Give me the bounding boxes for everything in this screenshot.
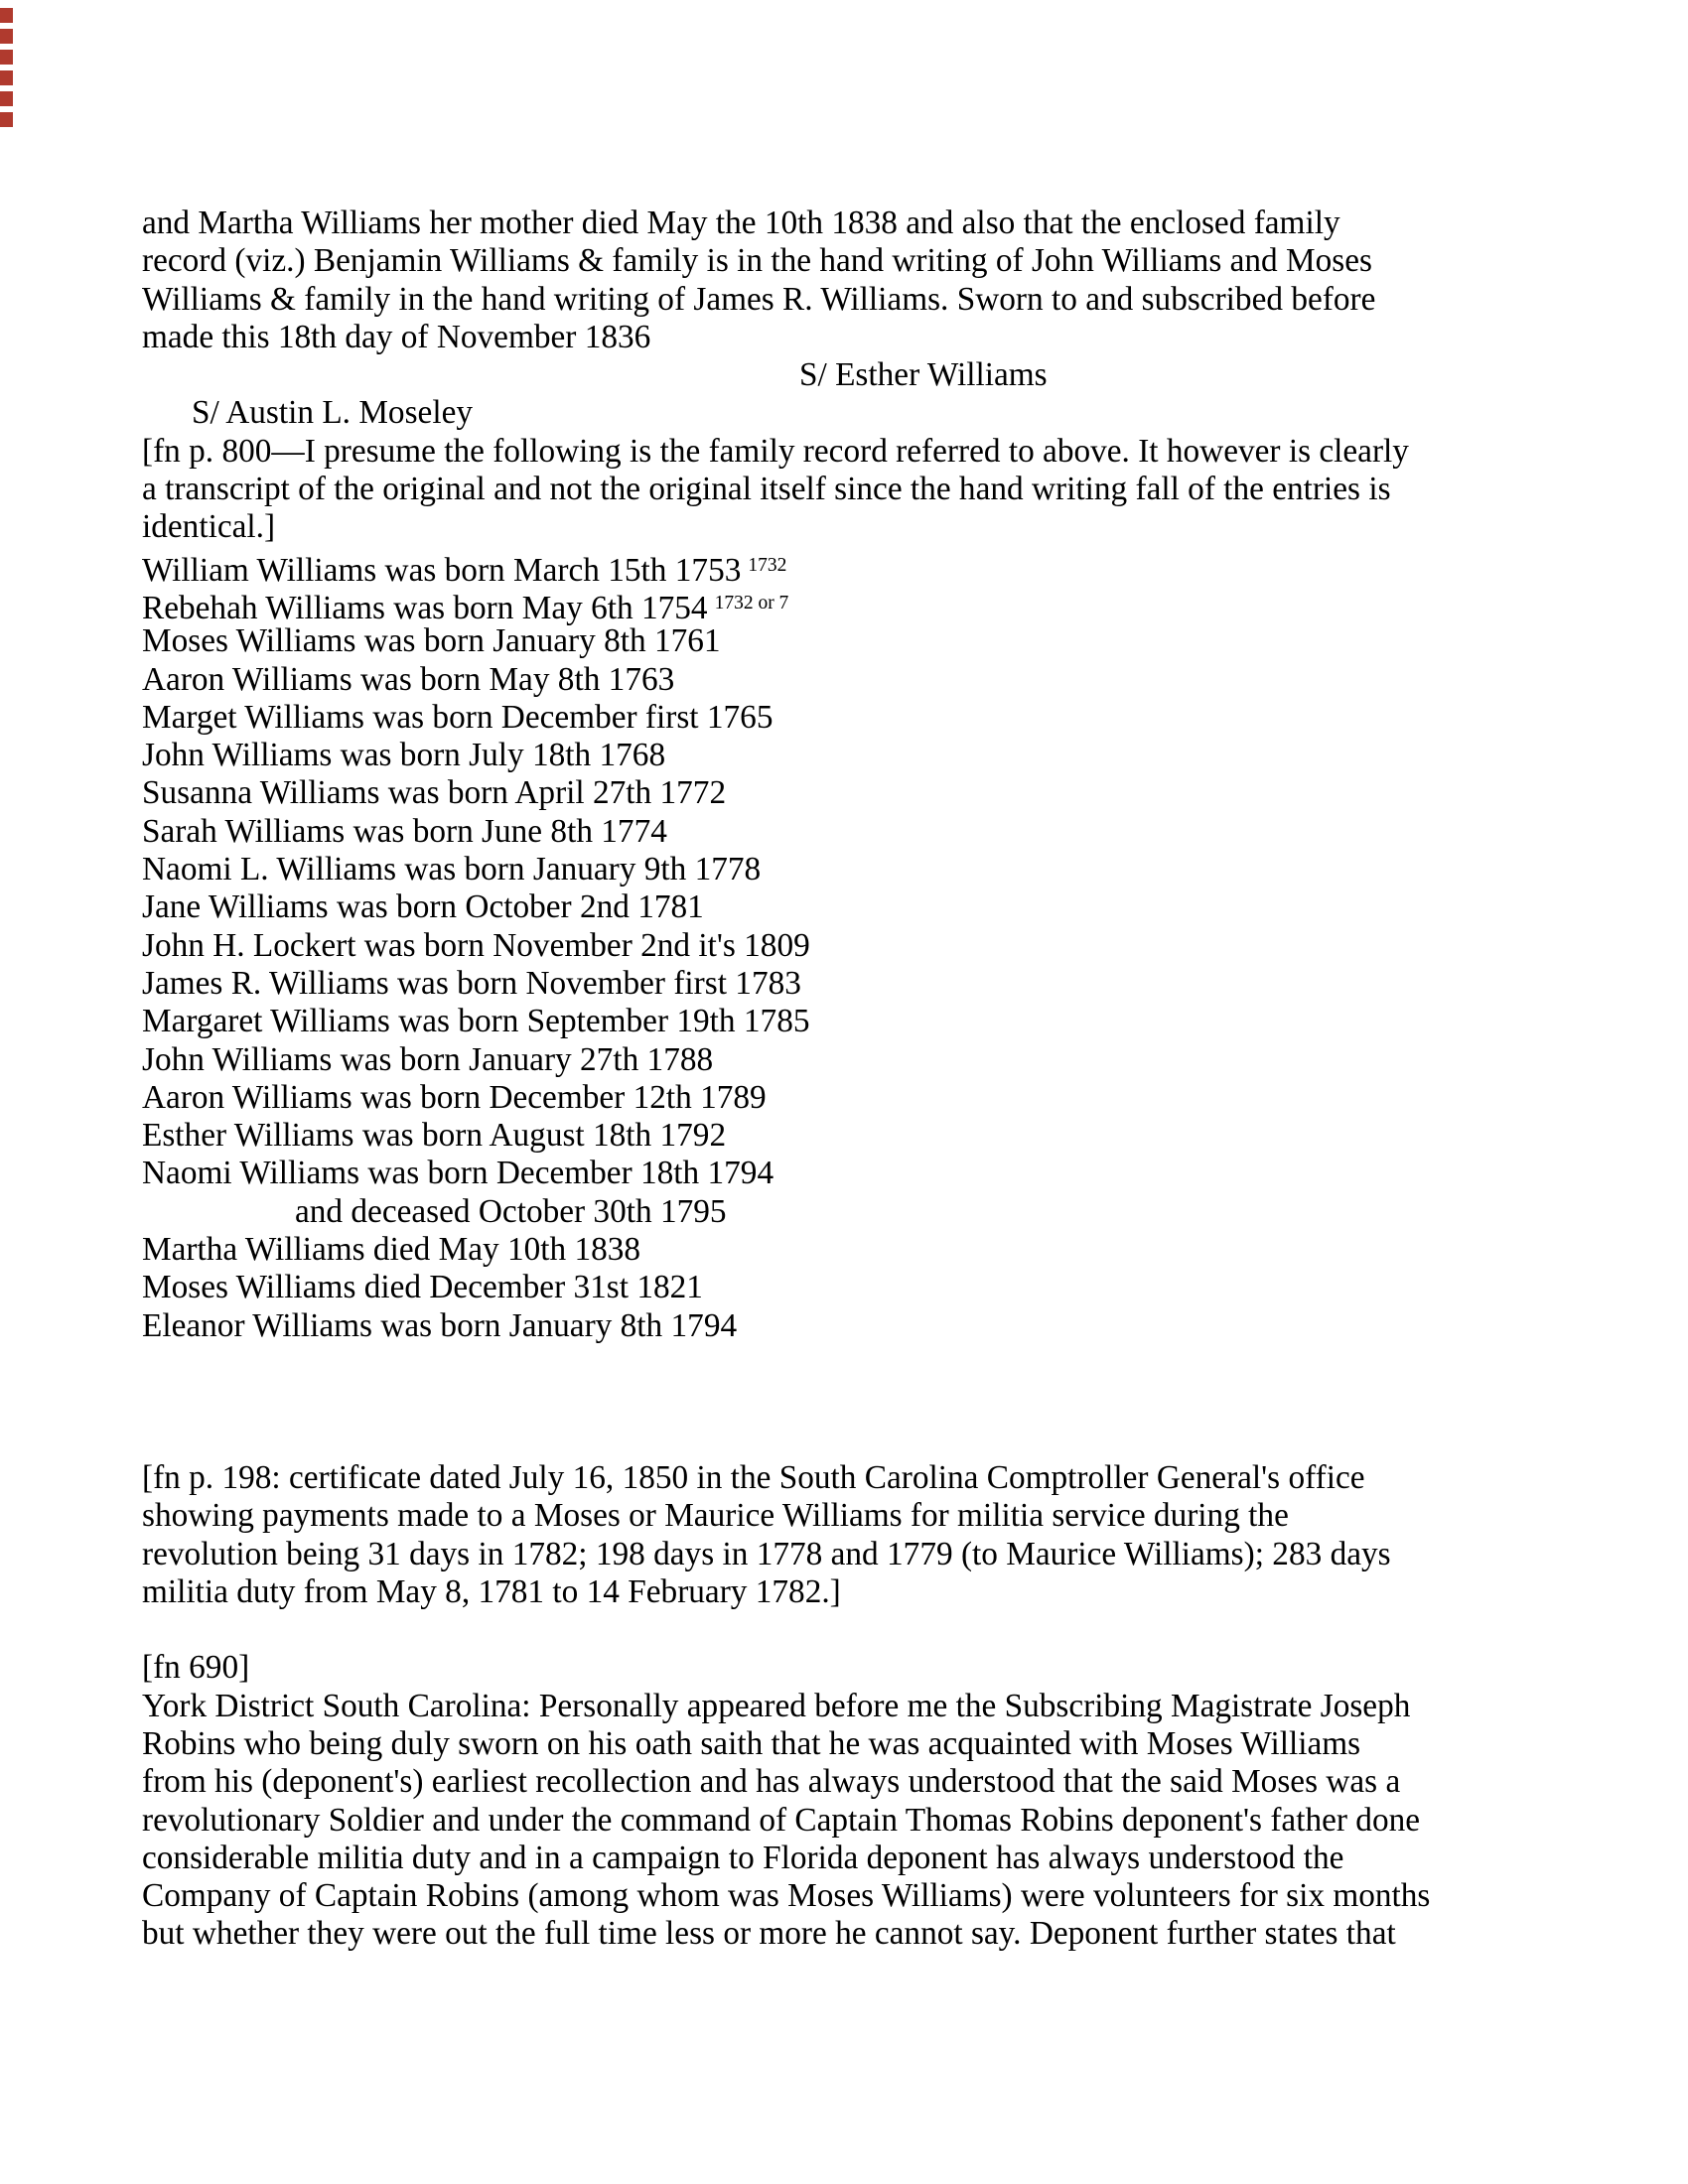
family-record-text: James R. Williams was born November first 1783 <box>142 964 801 1002</box>
family-record-entry <box>142 888 1562 926</box>
scan-artifact-mark <box>0 50 13 65</box>
family-record-entry <box>142 1269 1562 1306</box>
family-record-text: Aaron Williams was born December 12th 1789 <box>142 1078 767 1116</box>
scan-artifact-mark <box>0 29 13 44</box>
family-record-text: John Williams was born July 18th 1768 <box>142 737 666 774</box>
family-record-text: Moses Williams was born January 8th 1761 <box>142 622 721 660</box>
superscript-annotation: 1732 or 7 <box>714 592 789 614</box>
text-line: revolutionary Soldier and under the command of Captain Thomas Robins deponent's father done <box>142 1801 1421 1839</box>
text-line: identical.] <box>142 508 276 546</box>
family-record-entry <box>142 585 1562 626</box>
text-line: York District South Carolina: Personally appeared before me the Subscribing Magistrate Joseph <box>142 1687 1411 1724</box>
text-line: record (viz.) Benjamin Williams & family is in the hand writing of John Williams and Moses <box>142 242 1372 280</box>
family-record-entry <box>142 1117 1562 1155</box>
family-record-entry <box>142 965 1562 1003</box>
family-record-text: John Williams was born January 27th 1788 <box>142 1040 714 1078</box>
family-record-entry <box>142 1155 1562 1192</box>
superscript-annotation: 1732 <box>748 554 787 576</box>
family-record-entry <box>142 1307 1562 1345</box>
text-line: but whether they were out the full time less or more he cannot say. Deponent further states that <box>142 1915 1396 1953</box>
family-record-text: Susanna Williams was born April 27th 1772 <box>142 774 727 812</box>
family-record-list <box>142 547 1562 1345</box>
family-record-entry <box>142 1079 1562 1117</box>
affidavit-paragraph <box>142 205 1562 356</box>
family-record-text: Naomi L. Williams was born January 9th 1778 <box>142 851 762 888</box>
text-line: [fn p. 198: certificate dated July 16, 1850 in the South Carolina Comptroller General's office <box>142 1458 1365 1496</box>
family-record-text: Rebehah Williams was born May 6th 1754 <box>142 589 708 626</box>
text-line: made this 18th day of November 1836 <box>142 318 651 355</box>
blank-line <box>142 1611 1562 1649</box>
family-record-entry <box>142 547 1562 589</box>
family-record-entry <box>142 1003 1562 1040</box>
family-record-text: Sarah Williams was born June 8th 1774 <box>142 812 667 850</box>
family-record-entry <box>142 851 1562 888</box>
family-record-entry <box>142 699 1562 737</box>
family-record-text: Martha Williams died May 10th 1838 <box>142 1231 641 1269</box>
text-line: [fn 690] <box>142 1649 250 1687</box>
text-line: showing payments made to a Moses or Maurice Williams for militia service during the <box>142 1497 1289 1535</box>
scan-artifact-mark <box>0 112 13 127</box>
signature-line <box>142 356 1562 432</box>
family-record-entry <box>142 1231 1562 1269</box>
section-gap <box>142 1345 1562 1459</box>
text-line: [fn p. 800—I presume the following is the family record referred to above. It however is clearly <box>142 432 1409 470</box>
family-record-text: Margaret Williams was born September 19th 1785 <box>142 1003 810 1040</box>
text-line: militia duty from May 8, 1781 to 14 February 1782.] <box>142 1572 841 1610</box>
family-record-entry <box>295 1193 1562 1231</box>
scan-artifact-mark <box>0 8 13 23</box>
family-record-entry <box>142 813 1562 851</box>
family-record-text: Jane Williams was born October 2nd 1781 <box>142 888 704 926</box>
family-record-text: Aaron Williams was born May 8th 1763 <box>142 660 675 698</box>
signature-austin-moseley: S/ Austin L. Moseley <box>191 394 473 432</box>
family-record-text: Esther Williams was born August 18th 1792 <box>142 1117 727 1155</box>
text-line: and Martha Williams her mother died May the 10th 1838 and also that the enclosed family <box>142 205 1340 241</box>
family-record-text: Naomi Williams was born December 18th 1794 <box>142 1155 774 1192</box>
family-record-text: William Williams was born March 15th 1753 <box>142 551 742 589</box>
text-line: Robins who being duly sworn on his oath saith that he was acquainted with Moses Williams <box>142 1724 1361 1762</box>
fn690-deposition <box>142 1649 1562 1953</box>
scan-artifact-mark <box>0 70 13 85</box>
family-record-text: John H. Lockert was born November 2nd it's 1809 <box>142 926 810 964</box>
family-record-entry <box>142 661 1562 699</box>
family-record-entry <box>142 927 1562 965</box>
scan-artifact-marks <box>0 8 13 127</box>
signature-esther-williams: S/ Esther Williams <box>799 356 1048 394</box>
text-line: revolution being 31 days in 1782; 198 days in 1778 and 1779 (to Maurice Williams); 283 days <box>142 1535 1391 1572</box>
family-record-text: Marget Williams was born December first 1765 <box>142 698 774 736</box>
document-content <box>142 205 1562 1954</box>
family-record-text: and deceased October 30th 1795 <box>295 1192 727 1230</box>
fn800-note <box>142 433 1562 547</box>
text-line: Williams & family in the hand writing of James R. Williams. Sworn to and subscribed before <box>142 280 1376 318</box>
family-record-text: Moses Williams died December 31st 1821 <box>142 1269 703 1306</box>
fn198-note <box>142 1459 1562 1611</box>
family-record-text: Eleanor Williams was born January 8th 1794 <box>142 1306 738 1344</box>
text-line: considerable militia duty and in a campaign to Florida deponent has always understood the <box>142 1839 1344 1876</box>
family-record-entry <box>142 622 1562 660</box>
family-record-entry <box>142 774 1562 812</box>
text-line: a transcript of the original and not the original itself since the hand writing fall of the entries is <box>142 471 1391 508</box>
scan-artifact-mark <box>0 91 13 106</box>
text-line: from his (deponent's) earliest recollection and has always understood that the said Moses was a <box>142 1763 1401 1801</box>
text-line: Company of Captain Robins (among whom was Moses Williams) were volunteers for six months <box>142 1877 1431 1915</box>
family-record-entry <box>142 737 1562 774</box>
family-record-entry <box>142 1041 1562 1079</box>
